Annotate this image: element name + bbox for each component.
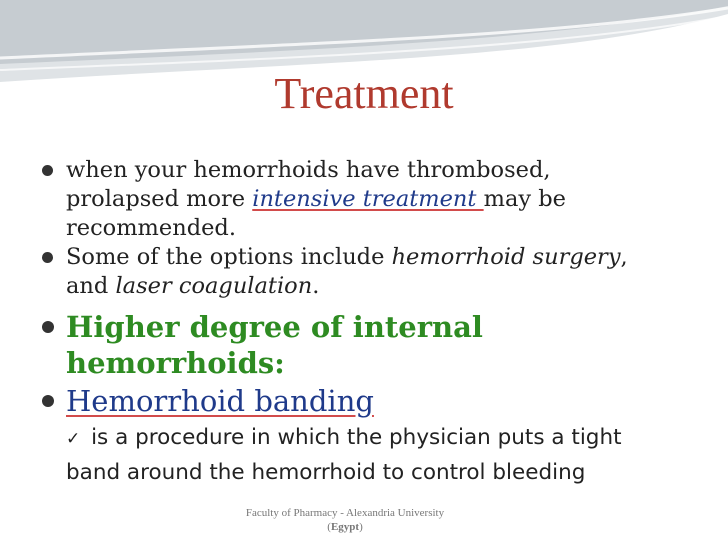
slide-footer <box>200 506 490 534</box>
bullet-dot-icon <box>42 165 53 176</box>
slide-title: Treatment <box>274 69 454 118</box>
bullet-dot-icon <box>42 252 53 263</box>
footer-paren-close: ) <box>359 521 363 533</box>
footer-line1: Faculty of Pharmacy - Alexandria University <box>245 507 445 519</box>
bullet-higher-degree-heading <box>40 309 700 381</box>
bullet-dot-icon <box>42 321 54 333</box>
bullet-text: when your hemorrhoids have thrombosed, <box>66 157 551 183</box>
slide-content <box>40 156 700 490</box>
sub-text: band around the hemorrhoid to control bleeding <box>66 460 586 485</box>
bullet-hemorrhoid-banding <box>40 383 700 419</box>
footer-paren-open: ( <box>327 521 331 533</box>
bullet-text: Higher degree of internal hemorrhoids: <box>66 310 483 380</box>
bullet-text: Some of the options include <box>66 244 392 270</box>
footer-country: Egypt <box>330 521 360 533</box>
bullet-text: and <box>66 273 116 299</box>
emphasis-hemorrhoid-surgery: hemorrhoid surgery <box>391 244 621 270</box>
bullet-text: may be <box>483 186 566 212</box>
banding-description <box>40 421 700 490</box>
bullet-thrombosed <box>40 156 700 243</box>
bullet-text: . <box>312 273 320 299</box>
bullet-dot-icon <box>42 395 54 407</box>
emphasis-intensive-treatment: intensive treatment <box>252 186 484 212</box>
bullet-text: prolapsed more <box>66 186 253 212</box>
sub-text: is a procedure in which the physician puts a tight <box>84 425 622 450</box>
bullet-text: recommended. <box>66 215 236 241</box>
bullet-options <box>40 243 700 301</box>
checkmark-icon: ✓ <box>66 429 81 449</box>
bullet-text: Hemorrhoid banding <box>66 384 374 418</box>
emphasis-laser-coagulation: laser coagulation <box>115 273 313 299</box>
bullet-text: , <box>620 244 628 270</box>
